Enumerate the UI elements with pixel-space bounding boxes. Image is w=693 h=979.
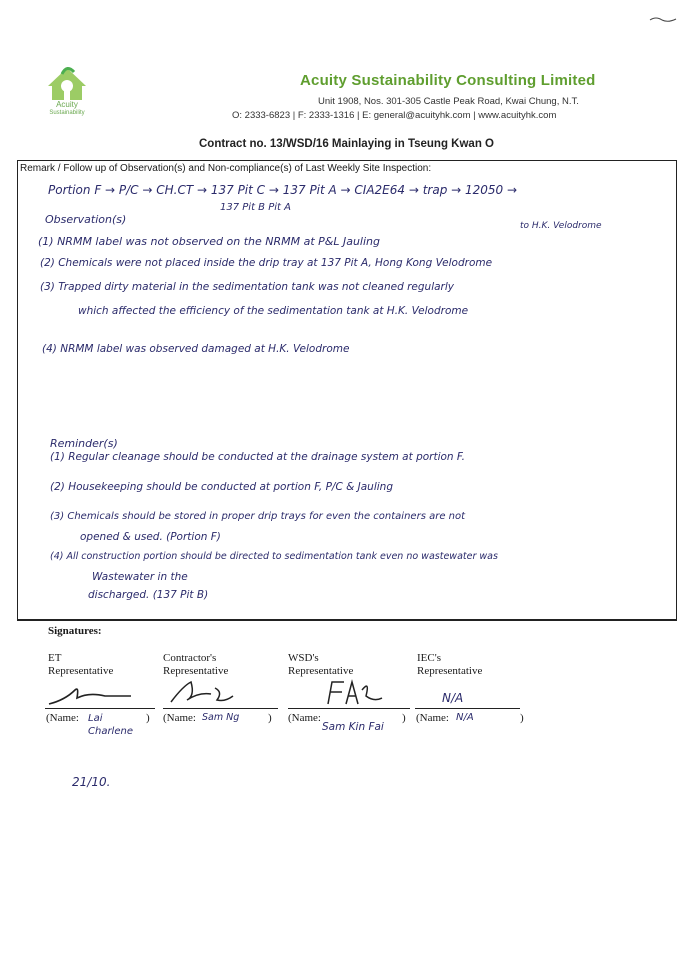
route-line-2: 137 Pit B Pit A	[220, 202, 291, 213]
company-contact: O: 2333-6823 | F: 2333-1316 | E: general@acuityhk.com | www.acuityhk.com	[232, 110, 557, 121]
reminder-item: opened & used. (Portion F)	[80, 531, 221, 543]
contractor-name-value: Sam Ng	[202, 712, 240, 723]
iec-name-suffix: )	[520, 712, 524, 724]
reminders-heading: Reminder(s)	[50, 437, 118, 450]
et-role	[48, 652, 113, 678]
role-line: IEC's	[417, 652, 441, 664]
logo-subname: Sustainability	[49, 110, 85, 116]
contractor-sign-line	[163, 708, 278, 709]
company-name: Acuity Sustainability Consulting Limited	[300, 72, 596, 89]
et-sign-line	[45, 708, 155, 709]
role-line: ET	[48, 652, 62, 664]
wsd-signature	[320, 676, 390, 710]
observation-item: (2) Chemicals were not placed inside the drip tray at 137 Pit A, Hong Kong Velodrome	[40, 257, 493, 269]
company-address: Unit 1908, Nos. 301-305 Castle Peak Road, Kwai Chung, N.T.	[318, 96, 579, 107]
observation-item: (1) NRMM label was not observed on the NRMM at P&L Jauling	[38, 235, 380, 248]
contractor-name-suffix: )	[268, 712, 272, 724]
et-name-prefix: (Name:	[46, 712, 79, 724]
corner-mark	[648, 14, 680, 24]
contractor-role	[163, 652, 228, 678]
role-line: Representative	[417, 665, 483, 677]
logo-text	[40, 100, 94, 118]
observations-heading: Observation(s)	[45, 213, 127, 226]
et-name-value: Lai Charlene	[88, 713, 133, 737]
reminder-item: (4) All construction portion should be directed to sedimentation tank even no wastewater was	[50, 551, 498, 562]
observation-item: (4) NRMM label was observed damaged at H.K. Velodrome	[42, 343, 350, 355]
wsd-role	[288, 652, 353, 678]
et-name-suffix: )	[146, 712, 150, 724]
wsd-sign-line	[288, 708, 410, 709]
iec-sign-line	[415, 708, 520, 709]
role-line: Representative	[288, 665, 354, 677]
reminder-item: Wastewater in the	[92, 571, 188, 583]
reminder-item: (1) Regular cleanage should be conducted at the drainage system at portion F.	[50, 451, 465, 463]
signature-divider	[17, 620, 677, 621]
wsd-name-suffix: )	[402, 712, 406, 724]
contractor-signature	[165, 678, 255, 708]
contract-title: Contract no. 13/WSD/16 Mainlaying in Tseung Kwan O	[199, 138, 494, 150]
role-line: Representative	[163, 665, 229, 677]
et-signature	[45, 682, 135, 710]
signatures-title: Signatures:	[48, 625, 102, 637]
route-line-1: Portion F → P/C → CH.CT → 137 Pit C → 137 Pit A → CIA2E64 → trap → 12050 →	[48, 183, 518, 197]
handwritten-date: 21/10.	[72, 775, 111, 789]
reminder-item: (2) Housekeeping should be conducted at portion F, P/C & Jauling	[50, 481, 393, 493]
wsd-name-prefix: (Name:	[288, 712, 321, 724]
role-line: Contractor's	[163, 652, 217, 664]
iec-name-value: N/A	[456, 712, 474, 723]
reminder-item: (3) Chemicals should be stored in proper drip trays for even the containers are not	[50, 511, 466, 522]
observation-item: which affected the efficiency of the sedimentation tank at H.K. Velodrome	[78, 305, 469, 317]
role-line: WSD's	[288, 652, 319, 664]
iec-role	[417, 652, 482, 678]
observation-item: (3) Trapped dirty material in the sedimentation tank was not cleaned regularly	[40, 281, 455, 293]
logo-name: Acuity	[56, 100, 78, 109]
route-note: to H.K. Velodrome	[520, 221, 602, 231]
iec-name-prefix: (Name:	[416, 712, 449, 724]
iec-signature: N/A	[442, 691, 464, 705]
wsd-name-value: Sam Kin Fai	[322, 721, 384, 733]
remark-label: Remark / Follow up of Observation(s) and Non-compliance(s) of Last Weekly Site Inspection:	[20, 163, 432, 174]
reminder-item: discharged. (137 Pit B)	[88, 589, 209, 601]
contractor-name-prefix: (Name:	[163, 712, 196, 724]
role-line: Representative	[48, 665, 114, 677]
